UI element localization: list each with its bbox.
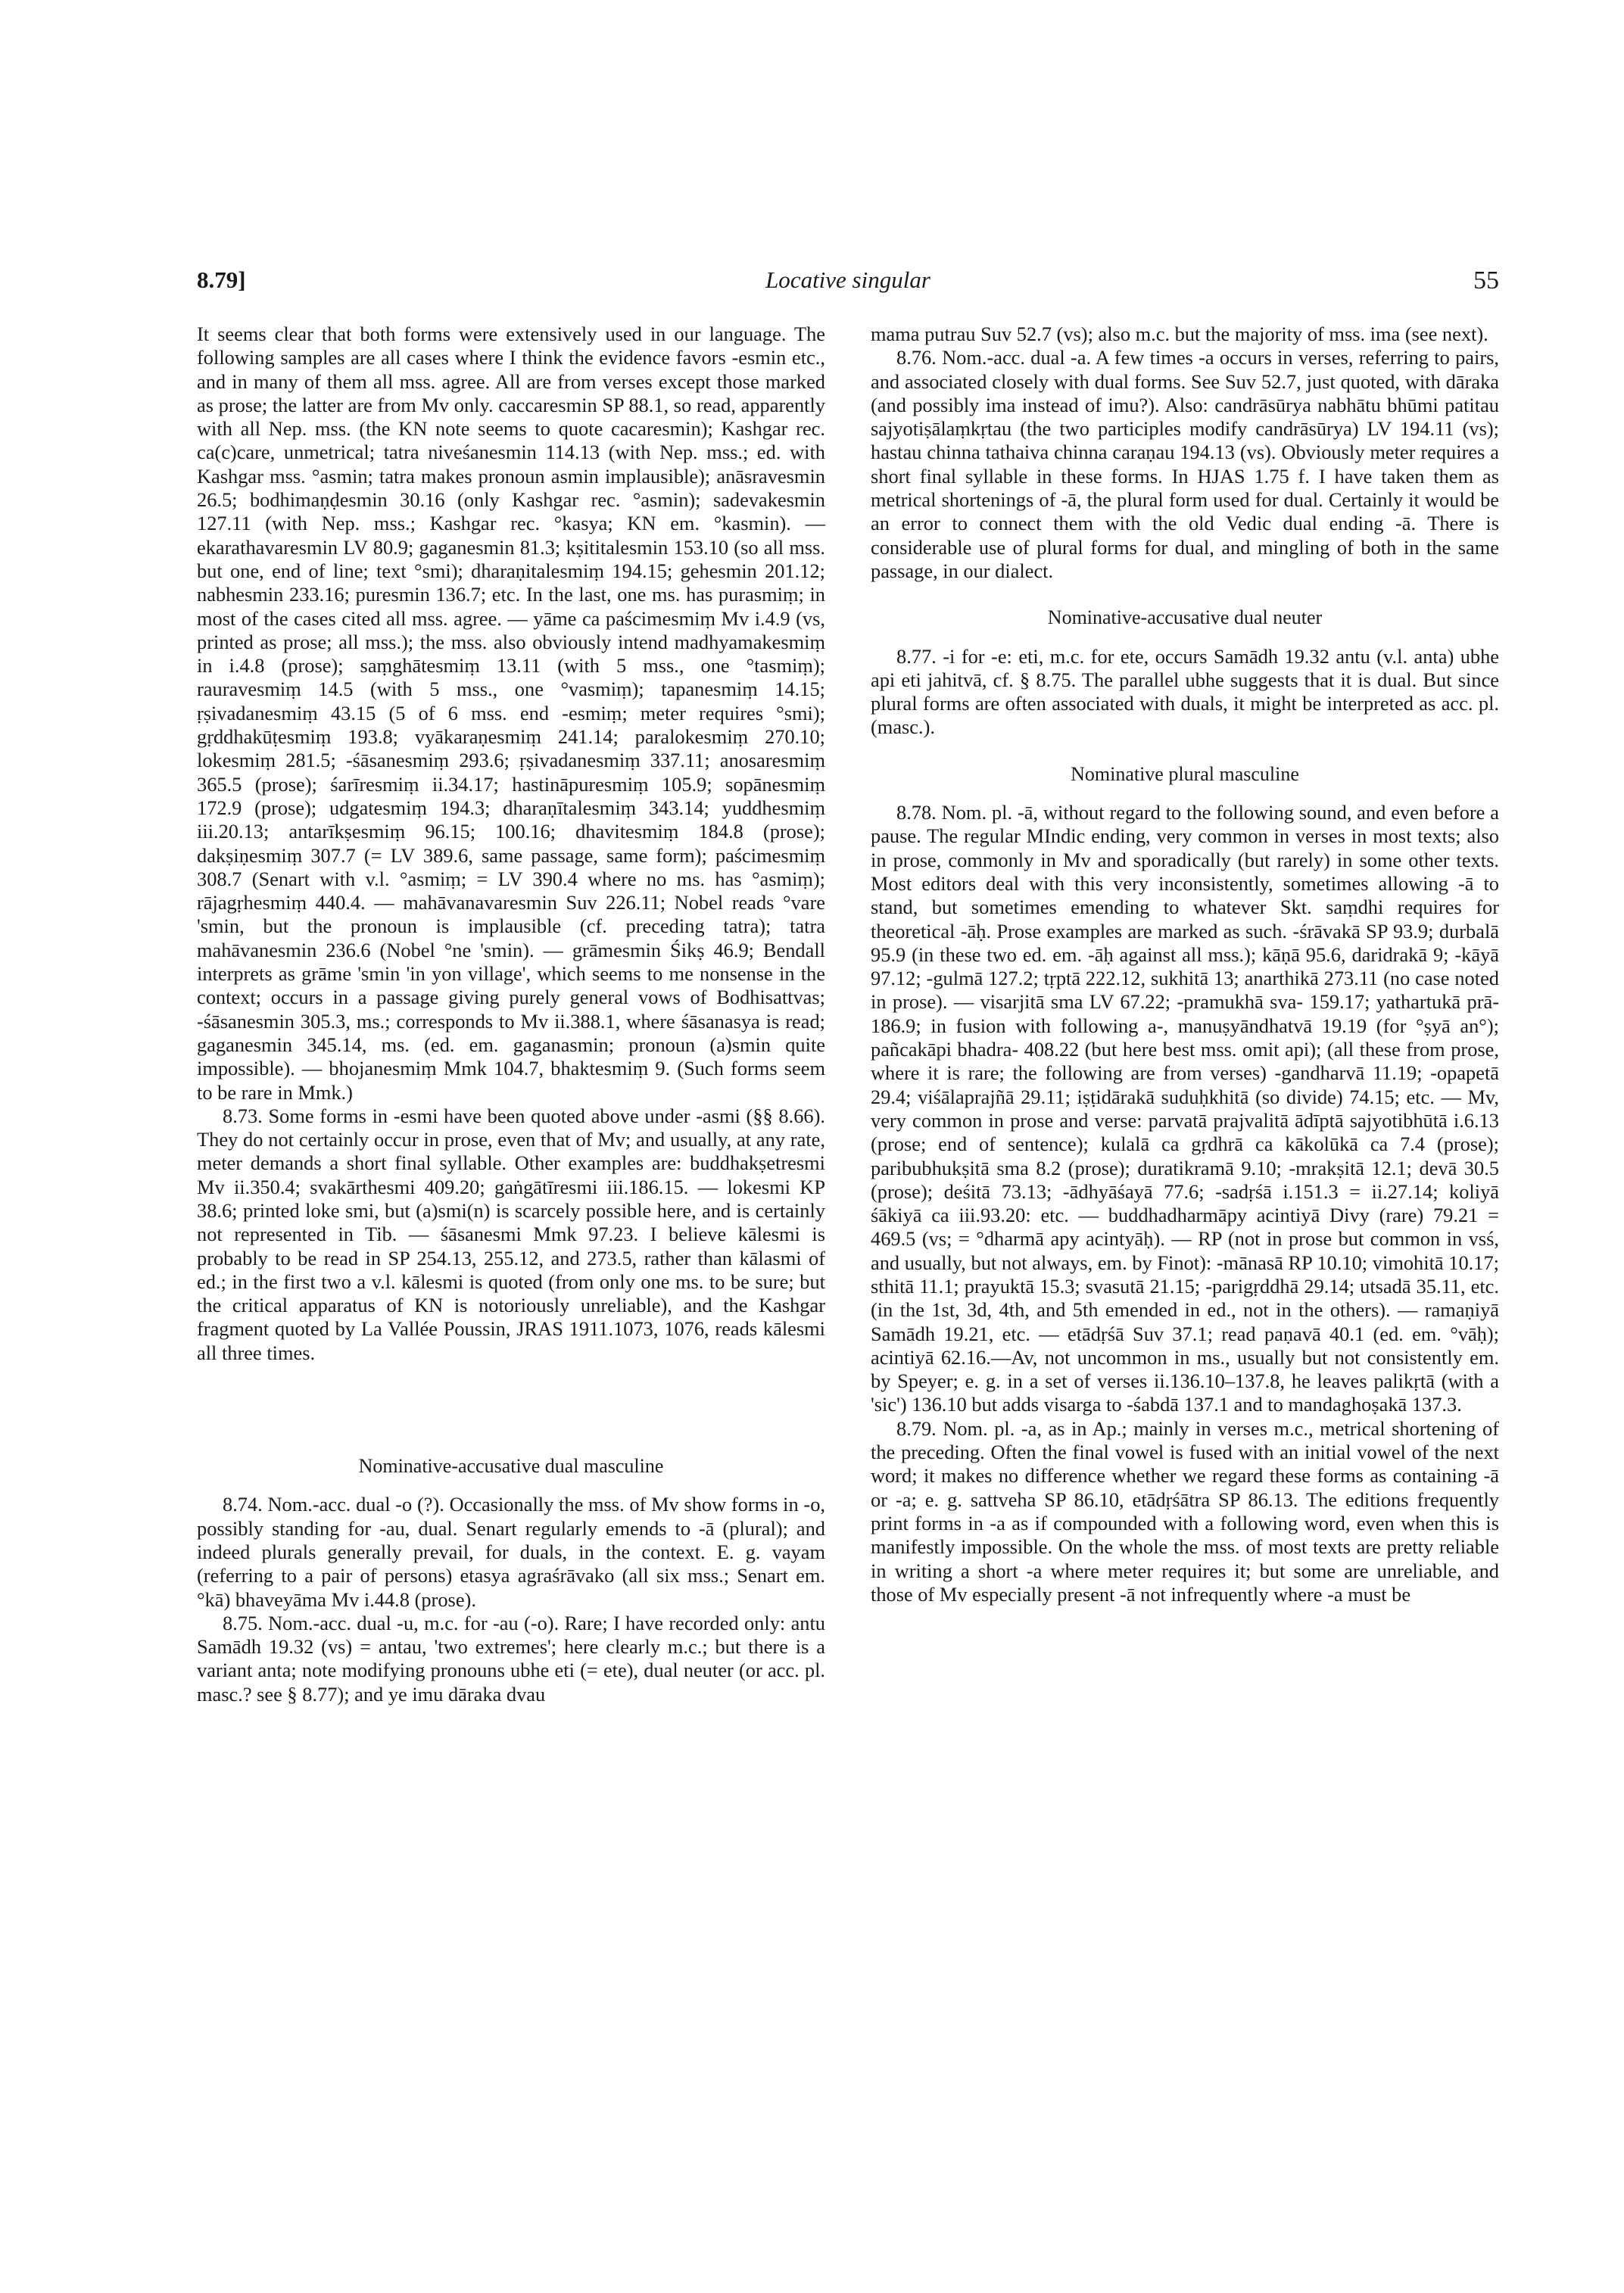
section-heading-dual-neuter: Nominative-accusative dual neuter [1047, 606, 1323, 629]
page-number: 55 [1473, 266, 1499, 294]
paragraph-8-74: 8.74. Nom.-acc. dual -o (?). Occasionally the mss. of Mv show forms in -o, possibly standing for -au, dual. Senart regularly emends to -ā (plural); and indeed plurals generally prevail, for duals, in the context. E. g. vayam (referring to a pair of persons) etasya agraśrāvako (all six mss.; Senart em. °kā) bhaveyāma Mv i.44.8 (prose). [197, 1493, 825, 1611]
paragraph-locative-esmin: It seems clear that both forms were extensively used in our language. The following samples are all cases where I think the evidence favors -esmin etc., and in many of them all mss. agree. All are from verses except those marked as prose; the latter are from Mv only. caccaresmin SP 88.1, so read, apparently with all Nep. mss. (the KN note seems to quote cacaresmin); Kashgar rec. ca(c)care, unmetrical; tatra niveśanesmin 114.13 (with Nep. mss.; ed. with Kashgar mss. °asmin; tatra makes pronoun asmin implausible); anāsravesmin 26.5; bodhimaṇḍesmin 30.16 (only Kashgar rec. °asmin); sadevakesmin 127.11 (with Nep. mss.; Kashgar rec. °kasya; KN em. °kasmin). — ekarathavaresmin LV 80.9; gaganesmin 81.3; kṣititalesmin 153.10 (so all mss. but one, end of line; text °smi); dharaṇitalesmiṃ 194.15; gehesmin 201.12; nabhesmin 233.16; puresmin 136.7; etc. In the last, one ms. has purasmiṃ; in most of the cases cited all mss. agree. — yāme ca paścimesmiṃ Mv i.4.9 (vs, printed as prose; all mss.); the mss. also obviously intend madhyamakesmiṃ in i.4.8 (prose); saṃghātesmiṃ 13.11 (with 5 mss., one °tasmiṃ); rauravesmiṃ 14.5 (with 5 mss., one °vasmiṃ); tapanesmiṃ 14.15; ṛṣivadanesmiṃ 43.15 (5 of 6 mss. end -esmiṃ; meter requires °smi); gṛddhakūṭesmiṃ 193.8; vyākaraṇesmiṃ 241.14; paralokesmiṃ 270.10; lokesmiṃ 281.5; -śāsanesmiṃ 293.6; ṛṣivadanesmiṃ 337.11; anosaresmiṃ 365.5 (prose); śarīresmiṃ ii.34.17; hastināpuresmiṃ 105.9; sopānesmiṃ 172.9 (prose); udgatesmiṃ 194.3; dharaṇītalesmiṃ 343.14; yuddhesmiṃ iii.20.13; antarīkṣesmiṃ 96.15; 100.16; dhavitesmiṃ 184.8 (prose); dakṣiṇesmiṃ 307.7 (= LV 389.6, same passage, same form); paścimesmiṃ 308.7 (Senart with v.l. °asmiṃ; = LV 390.4 where no ms. has °asmiṃ); rājagṛhesmiṃ 440.4. — mahāvanavaresmin Suv 226.11; Nobel reads °vare 'smin, but the pronoun is implausible (cf. preceding tatra); tatra mahāvanesmin 236.6 (Nobel °ne 'smin). — grāmesmin Śikṣ 46.9; Bendall interprets as grāme 'smin 'in yon village', which seems to me nonsense in the context; occurs in a passage giving purely general vows of Bodhisattvas; -śāsanesmin 305.3, ms.; corresponds to Mv ii.388.1, where śāsanasya is read; gaganesmin 345.14, ms. (ed. em. gaganasmin; pronoun (a)smin quite impossible). — bhojanesmiṃ Mmk 104.7, bhaktesmiṃ 9. (Such forms seem to be rare in Mmk.) [197, 322, 825, 1104]
paragraph-8-79: 8.79. Nom. pl. -a, as in Ap.; mainly in verses m.c., metrical shortening of the preceding. Often the final vowel is fused with an initial vowel of the next word; it makes no difference whether we regard these forms as containing -ā or -a; e. g. sattveha SP 86.10, etādṛśātra SP 86.13. The editions frequently print forms in -a as if compounded with a following word, even when this is manifestly impossible. On the whole the mss. of most texts are pretty reliable in writing a short -a where meter requires it; but some are unreliable, and those of Mv especially present -ā not infrequently where -a must be [871, 1416, 1499, 1606]
running-header [197, 266, 1499, 312]
paragraph-8-76: 8.76. Nom.-acc. dual -a. A few times -a occurs in verses, referring to pairs, and associated closely with dual forms. See Suv 52.7, just quoted, with dāraka (and possibly ima instead of imu?). Also: candrāsūrya nabhātu bhūmi patitau sajyotiṣālaṃkṛtau (the two participles modify candrāsūrya) LV 194.11 (vs); hastau chinna tathaiva chinna caraṇau 194.13 (vs). Obviously meter requires a short final syllable in these forms. In HJAS 1.75 f. I have taken them as metrical shortenings of -ā, the plural form used for dual. Certainly it would be an error to connect them with the old Vedic dual ending -ā. There is considerable use of plural forms for dual, and mingling of both in the same passage, in our dialect. [871, 346, 1499, 582]
right-column [871, 322, 1499, 1606]
paragraph-continuation: mama putrau Suv 52.7 (vs); also m.c. but the majority of mss. ima (see next). [871, 322, 1488, 345]
section-number: 8.79] [197, 266, 246, 293]
section-heading-dual-masculine: Nominative-accusative dual masculine [358, 1455, 664, 1478]
paragraph-8-75: 8.75. Nom.-acc. dual -u, m.c. for -au (-o). Rare; I have recorded only: antu Samādh 19.32 (vs) = antau, 'two extremes'; here clearly m.c.; but there is a variant anta; note modifying pronouns ubhe eti (= ete), dual neuter (or acc. pl. masc.? see § 8.77); and ye imu dāraka dvau [197, 1611, 825, 1706]
left-column [197, 322, 825, 1706]
paragraph-8-78: 8.78. Nom. pl. -ā, without regard to the following sound, and even before a pause. The regular MIndic ending, very common in verses in most texts; also in prose, commonly in Mv and sporadically (but rarely) in some other texts. Most editors deal with this very inconsistently, sometimes allowing -ā to stand, but sometimes emending to whatever Skt. saṃdhi requires for theoretical -āḥ. Prose examples are marked as such. -śrāvakā SP 93.9; durbalā 95.9 (in these two ed. em. -āḥ against all mss.); kāṇā 95.6, daridrakā 9; -kāyā 97.12; -gulmā 127.2; tṛptā 222.12, sukhitā 13; anarthikā 273.11 (no case noted in prose). — visarjitā sma LV 67.22; -pramukhā sva- 159.17; yathartukā prā- 186.9; in fusion with following a-, manuṣyāndhatvā 19.19 (for °ṣyā an°); pañcakāpi bhadra- 408.22 (but here best mss. omit api); (all these from prose, where it is rare; the following are from verses) -gandharvā 11.19; -opapetā 29.4; viśālaprajñā 29.11; iṣṭidārakā suduḥkhitā (so divide) 74.15; etc. — Mv, very common in prose and verse: parvatā prajvalitā ādīptā sajyotibhūtā i.6.13 (prose; end of sentence); kulalā ca gṛdhrā ca kākolūkā ca 7.4 (prose); paribubhukṣitā sma 8.2 (prose); duratikramā 9.10; -mrakṣitā 12.1; devā 30.5 (prose); deśitā 73.13; -ādhyāśayā 77.6; -sadṛśā i.151.3 = ii.27.14; koliyā śākiyā ca iii.93.20: etc. — buddhadharmāpy acintiyā Divy (rare) 79.21 = 469.5 (vs; = °dharmā apy acintyāḥ). — RP (not in prose but common in vsś, and usually, but not always, em. by Finot): -mānasā RP 10.10; vimohitā 10.17; sthitā 11.1; prayuktā 15.3; svasutā 21.15; -parigṛddhā 29.14; utsadā 35.11, etc. (in the 1st, 3d, 4th, and 5th emended in ed., not in the others). — ramaṇiyā Samādh 19.21, etc. — etādṛśā Suv 37.1; read paṇavā 40.1 (ed. em. °vāḥ); acintiyā 62.16.—Av, not uncommon in ms., usually but not consistently em. by Speyer; e. g. in a set of verses ii.136.10–137.8, he leaves palikṛtā (with a 'sic') 136.10 but adds visarga to -śabdā 137.1 and to mandaghoṣakā 137.3. [871, 801, 1499, 1416]
paragraph-8-77: 8.77. -i for -e: eti, m.c. for ete, occurs Samādh 19.32 antu (v.l. anta) ubhe api eti jahitvā, cf. § 8.75. The parallel ubhe suggests that it is dual. But since plural forms are often associated with duals, it might be interpreted as acc. pl. (masc.). [871, 644, 1499, 739]
paragraph-8-73: 8.73. Some forms in -esmi have been quoted above under -asmi (§§ 8.66). They do not certainly occur in prose, even that of Mv; and usually, at any rate, meter demands a short final syllable. Other examples are: buddhakṣetresmi Mv ii.350.4; svakārthesmi 409.20; gaṅgātīresmi iii.186.15. — lokesmi KP 38.6; printed loke smi, but (a)smi(n) is scarcely possible here, and is certainly not represented in Tib. — śāsanesmi Mmk 97.23. I believe kālesmi is probably to be read in SP 254.13, 255.12, and 273.5, rather than kālasmi of ed.; in the first two a v.l. kālesmi is quoted (from only one ms. to be sure; but the critical apparatus of KN is notoriously unreliable), and the Kashgar fragment quoted by La Vallée Poussin, JRAS 1911.1073, 1076, reads kālesmi all three times. [197, 1104, 825, 1364]
running-title: Locative singular [765, 266, 930, 293]
section-heading-plural-masculine: Nominative plural masculine [1071, 762, 1299, 785]
